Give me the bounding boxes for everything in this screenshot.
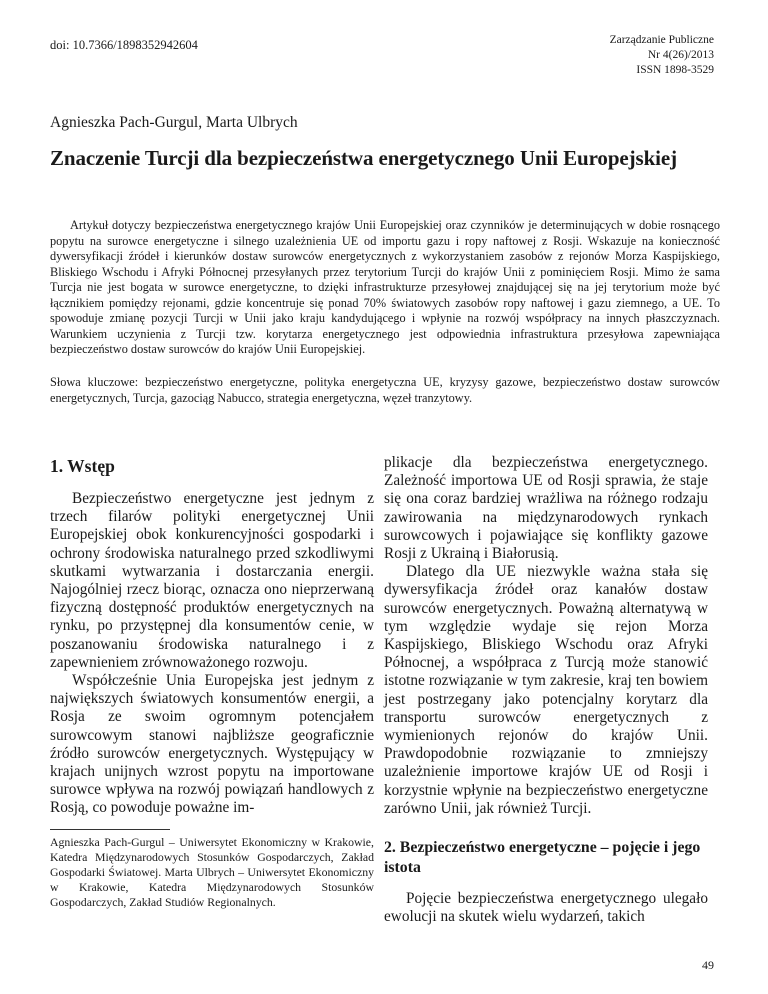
left-column (50, 490, 374, 818)
section-2-body (384, 890, 708, 926)
footnote-divider (50, 829, 170, 830)
keywords: Słowa kluczowe: bezpieczeństwo energetyczne, polityka energetyczna UE, kryzysy gazowe, bezpieczeństwo dostaw surowców energetycznych, Turcja, gazociąg Nabucco, strategia energetyczna, węzeł tranzytowy. (50, 375, 720, 405)
right-column (384, 454, 708, 818)
abstract: Artykuł dotyczy bezpieczeństwa energetycznego krajów Unii Europejskiej oraz czynników je determinujących w dobie rosnącego popytu na surowce energetyczne i silnego uzależnienia UE od importu gazu i ropy naftowej z Rosji. Wskazuje na konieczność dywersyfikacji źródeł i kierunków dostaw surowców energetycznych z wykorzystaniem zasobów z rejonów Morza Kaspijskiego, Bliskiego Wschodu i Afryki Północnej przesyłanych przez terytorium Turcji do krajów Unii z pominięciem Rosji. Mimo że sama Turcja nie jest bogata w surowce energetyczne, to dzięki infrastrukturze przesyłowej znajdującej się na jej terytorium może być łącznikiem pomiędzy rejonami, gdzie koncentruje się ponad 70% światowych zasobów ropy naftowej i gazu ziemnego, a UE. To spowoduje zmianę pozycji Turcji w Unii jako kraju kandydującego i wpłynie na rozwój współpracy na innych płaszczyznach. Warunkiem uczynienia z Turcji tzw. korytarza energetycznego jest odpowiednia infrastruktura przesyłowa zapewniająca bezpieczeństwo dostaw surowców do krajów Unii Europejskiej. (50, 218, 720, 356)
paragraph: plikacje dla bezpieczeństwa energetycznego. Zależność importowa UE od Rosji sprawia, że staje się ona coraz bardziej wrażliwa na różnego rodzaju zawirowania na międzynarodowych rynkach surowcowych i pojawiające się konflikty gazowe Rosji z Ukrainą i Białorusią. (384, 454, 708, 563)
journal-issue: Nr 4(26)/2013 (647, 49, 714, 61)
journal-issn: ISSN 1898-3529 (636, 64, 714, 76)
paragraph: Pojęcie bezpieczeństwa energetycznego ulegało ewolucji na skutek wielu wydarzeń, takich (384, 890, 708, 926)
paragraph: Bezpieczeństwo energetyczne jest jednym z trzech filarów polityki energetycznej Unii Europejskiej obok konkurencyjności gospodarki i ochrony środowiska naturalnego przed szkodliwymi skutkami wytwarzania i dostarczania energii. Najogólniej rzecz biorąc, oznacza ono nieprzerwaną fizyczną dostępność produktów energetycznych na rynku, po przystępnej dla konsumentów cenie, w poszanowaniu środowiska naturalnego i z zapewnieniem zrównoważonego rozwoju. (50, 490, 374, 671)
doi: doi: 10.7366/1898352942604 (50, 38, 198, 52)
section-2-heading: 2. Bezpieczeństwo energetyczne – pojęcie i jego istota (384, 839, 701, 876)
paragraph: Współcześnie Unia Europejska jest jednym z największych światowych konsumentów energii, a Rosja ze swoim ogromnym potencjałem surowcowym stanowi najbliższe geograficznie źródło surowców energetycznych. Występujący w krajach unijnych wzrost popytu na importowane surowce wpływa na rozwój powiązań handlowych z Rosją, co powoduje poważne im- (50, 672, 374, 817)
page-number: 49 (702, 958, 714, 972)
author-affiliations: Agnieszka Pach-Gurgul – Uniwersytet Ekonomiczny w Krakowie, Katedra Międzynarodowych Stosunków Gospodarczych, Zakład Gospodarki Światowej. Marta Ulbrych – Uniwersytet Ekonomiczny w Krakowie, Katedra Międzynarodowych Stosunków Gospodarczych, Zakład Studiów Regionalnych. (50, 835, 374, 909)
article-title: Znaczenie Turcji dla bezpieczeństwa energetycznego Unii Europejskiej (50, 146, 678, 170)
paragraph: Dlatego dla UE niezwykle ważna stała się dywersyfikacja źródeł oraz kanałów dostaw surowców energetycznych. Poważną alternatywą w tym względzie wydaje się rejon Morza Kaspijskiego, Bliskiego Wschodu oraz Afryki Północnej, a współpraca z Turcją może stanowić istotne rozwiązanie w tym zakresie, kraj ten bowiem jest postrzegany jako potencjalny korytarz dla transportu surowców energetycznych z wymienionych rejonów do krajów Unii. Prawdopodobnie rozwiązanie to zmniejszy uzależnienie importowe krajów UE od Rosji i korzystnie wpłynie na bezpieczeństwo energetyczne zarówno Unii, jak również Turcji. (384, 563, 708, 817)
journal-name: Zarządzanie Publiczne (609, 34, 714, 46)
section-1-heading: 1. Wstęp (50, 456, 115, 476)
authors: Agnieszka Pach-Gurgul, Marta Ulbrych (50, 114, 298, 131)
journal-info (494, 33, 714, 78)
